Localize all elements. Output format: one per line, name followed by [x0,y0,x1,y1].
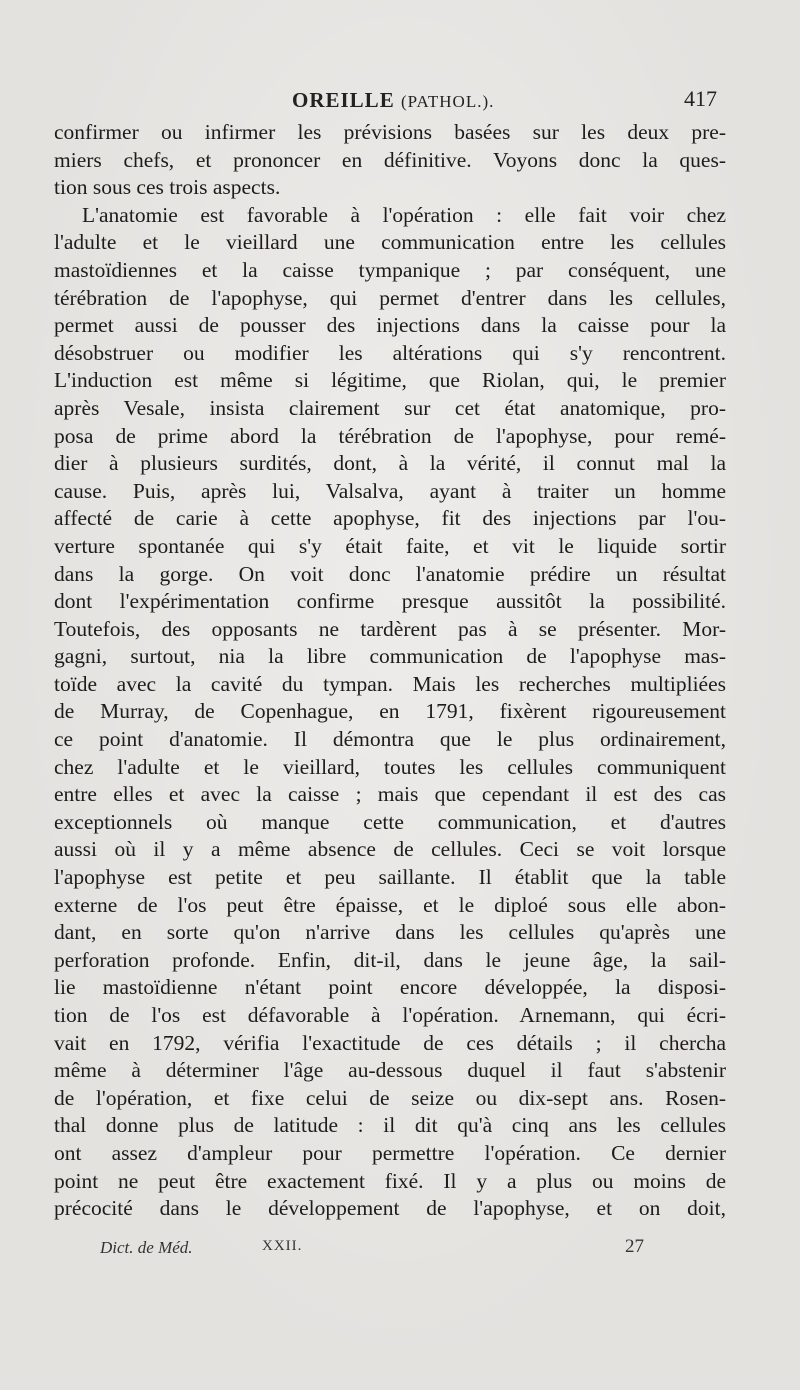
text-line: même à déterminer l'âge au-dessous duquel il faut s'abstenir [54,1058,726,1083]
text-line: dans la gorge. On voit donc l'anatomie prédire un résultat [54,561,726,586]
text-line: gagni, surtout, nia la libre communication de l'apophyse mas- [54,644,726,669]
text-line: mastoïdiennes et la caisse tympanique ; par conséquent, une [54,257,726,282]
text-line: après Vesale, insista clairement sur cet état anatomique, pro- [54,395,726,420]
text-line: L'anatomie est favorable à l'opération : elle fait voir chez [82,202,726,227]
body-text [54,119,726,1223]
text-line: ont assez d'ampleur pour permettre l'opération. Ce dernier [54,1140,726,1165]
text-line: désobstruer ou modifier les altérations qui s'y rencontrent. [54,340,726,365]
text-line: l'apophyse est petite et peu saillante. Il établit que la table [54,865,726,890]
running-title-sub: (PATHOL.). [400,92,495,111]
text-line: thal donne plus de latitude : il dit qu'à cinq ans les cellules [54,1113,726,1138]
text-line: exceptionnels où manque cette communication, et d'autres [54,809,726,834]
text-line: cause. Puis, après lui, Valsalva, ayant à traiter un homme [54,478,726,503]
page-number: 417 [684,86,717,111]
text-line: vait en 1792, vérifia l'exactitude de ces détails ; il chercha [54,1030,726,1055]
text-line: chez l'adulte et le vieillard, toutes les cellules communiquent [54,754,726,779]
text-line: ce point d'anatomie. Il démontra que le plus ordinairement, [54,727,726,752]
text-line: posa de prime abord la térébration de l'apophyse, pour remé- [54,423,726,448]
text-line: entre elles et avec la caisse ; mais que cependant il est des cas [54,782,726,807]
text-line: dant, en sorte qu'on n'arrive dans les cellules qu'après une [54,920,726,945]
text-line: Toutefois, des opposants ne tardèrent pas à se présenter. Mor- [54,616,726,641]
text-line: L'induction est même si légitime, que Riolan, qui, le premier [54,368,726,393]
text-line: dier à plusieurs surdités, dont, à la vérité, il connut mal la [54,451,726,476]
running-title [292,88,494,113]
text-line: tion de l'os est défavorable à l'opération. Arnemann, qui écri- [54,1003,726,1027]
text-line: l'adulte et le vieillard une communication entre les cellules [54,230,726,255]
text-line: tion sous ces trois aspects. [54,175,281,200]
text-line: affecté de carie à cette apophyse, fit des injections par l'ou- [54,506,726,531]
text-line: miers chefs, et prononcer en définitive. Voyons donc la ques- [54,147,726,172]
sheet-number: 27 [625,1236,644,1257]
running-head [0,82,800,116]
running-title-main: OREILLE [292,88,395,112]
text-line: de Murray, de Copenhague, en 1791, fixèrent rigoureusement [54,699,726,724]
signature-mark: Dict. de Méd. [100,1238,193,1257]
page-footer [0,1234,800,1264]
text-line: dont l'expérimentation confirme presque aussitôt la possibilité. [54,589,726,614]
text-line: point ne peut être exactement fixé. Il y a plus ou moins de [54,1168,726,1193]
text-line: toïde avec la cavité du tympan. Mais les recherches multipliées [54,671,726,696]
text-line: térébration de l'apophyse, qui permet d'entrer dans les cellules, [54,285,726,310]
text-line: précocité dans le développement de l'apophyse, et on doit, [54,1196,726,1221]
text-line: lie mastoïdienne n'étant point encore développée, la disposi- [54,975,726,1000]
text-line: aussi où il y a même absence de cellules. Ceci se voit lorsque [54,837,726,862]
text-line: verture spontanée qui s'y était faite, et vit le liquide sortir [54,533,726,558]
text-line: externe de l'os peut être épaisse, et le diploé sous elle abon- [54,892,726,917]
volume-number: XXII. [262,1238,303,1254]
text-line: permet aussi de pousser des injections dans la caisse pour la [54,313,726,338]
text-line: perforation profonde. Enfin, dit-il, dans le jeune âge, la sail- [54,947,726,972]
text-line: de l'opération, et fixe celui de seize ou dix-sept ans. Rosen- [54,1085,726,1110]
text-line: confirmer ou infirmer les prévisions basées sur les deux pre- [54,120,726,144]
